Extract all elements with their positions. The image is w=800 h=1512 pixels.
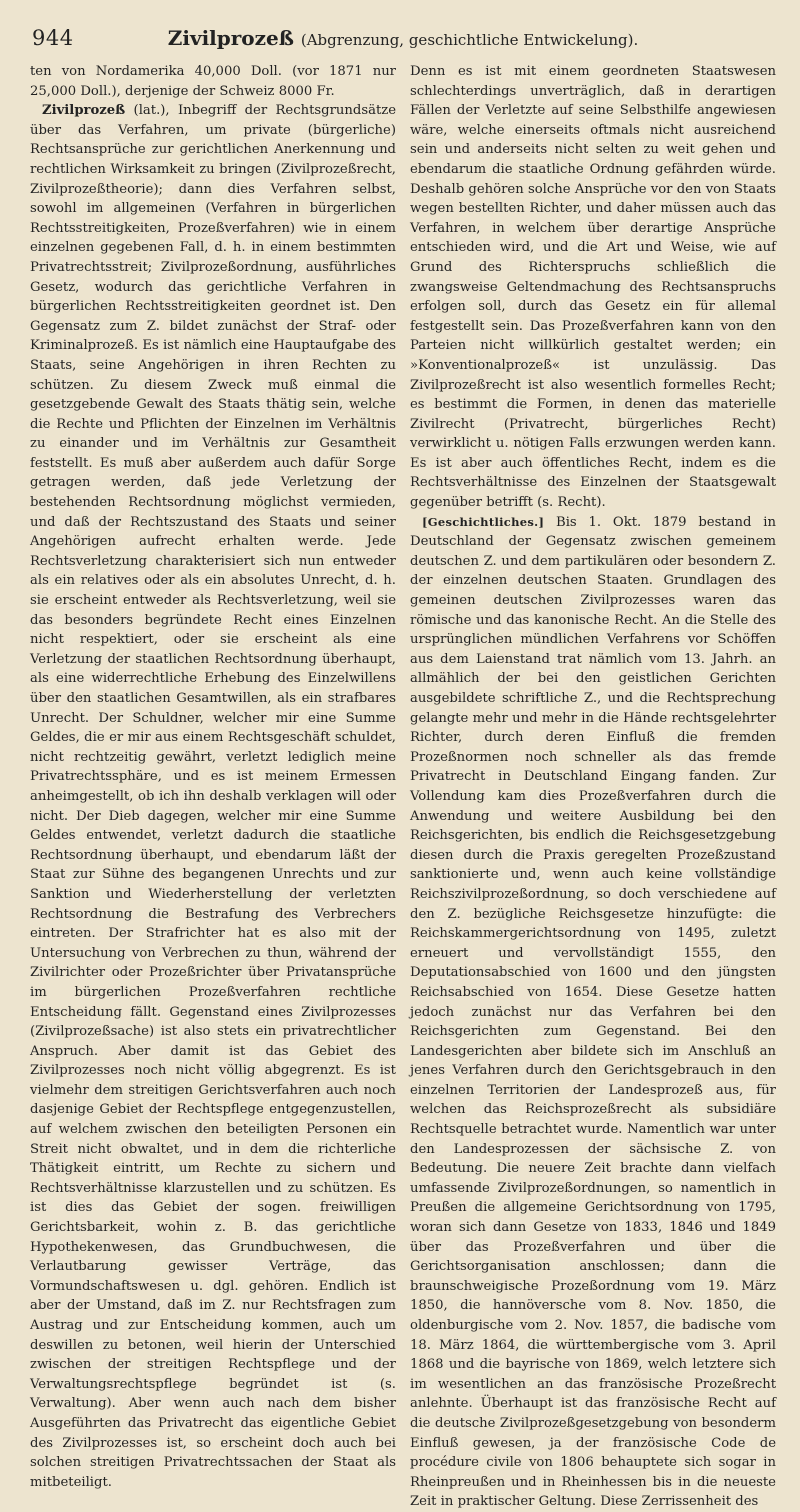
entry-zivilprozess [30, 101, 396, 1492]
continuation-paragraph: ten von Nordamerika 40,000 Doll. (vor 1871 nur 25,000 Doll.), derjenige der Schweiz 8000 Fr. [30, 64, 396, 99]
running-head [30, 26, 776, 50]
page-number: 944 [32, 26, 74, 50]
running-head-title: Zivilprozeß [167, 26, 294, 50]
running-head-subtitle: (Abgrenzung, geschichtliche Entwickelung). [300, 31, 639, 49]
right-column [410, 62, 776, 1510]
page-header [30, 22, 776, 58]
section-caption: [Geschichtliches.] [422, 514, 545, 529]
entry-body-continued: Denn es ist mit einem geordneten Staatswesen schlechterdings unverträglich, daß in derartigen Fällen der Verletzte auf seine Selbsthilfe angewiesen wäre, welche einerseits oftmals nicht ausreichend sein und anderseits nicht selten zu weit gehen und ebendarum die staatliche Ordnung gefährden würde. Deshalb gehören solche Ansprüche vor den von Staats wegen bestellten Richter, und daher müssen auch das Verfahren, in welchem über derartige Ansprüche entschieden wird, und die Art und Weise, wie auf Grund des Richterspruchs schließlich die zwangsweise Geltendmachung des Rechtsanspruchs erfolgen soll, durch das Gesetz ein für allemal festgestellt sein. Das Prozeßverfahren kann von den Parteien nicht willkürlich gestaltet werden; ein »Konventionalprozeß« ist unzulässig. Das Zivilprozeßrecht ist also wesentlich formelles Recht; es bestimmt die Formen, in denen das materielle Zivilrecht (Privatrecht, bürgerliches Recht) verwirklicht u. nötigen Falls erzwungen werden kann. Es ist aber auch öffentliches Recht, indem es die Rechtsverhältnisse des Einzelnen der Staatsgewalt gegenüber betrifft (s. Recht). [410, 64, 776, 511]
history-body: Bis 1. Okt. 1879 bestand in Deutschland der Gegensatz zwischen gemeinem deutschen Z. und dem partikulären oder besondern Z. der einzelnen deutschen Staaten. Grundlagen des gemeinen deutschen Zivilprozesses waren das römische und das kanonische Recht. An die Stelle des ursprünglichen mündlichen Verfahrens vor Schöffen aus dem Laienstand trat nämlich vom 13. Jahrh. an allmählich der bei den geistlichen Gerichten ausgebildete schriftliche Z., und die Rechtsprechung gelangte mehr und mehr in die Hände rechtsgelehrter Richter, durch deren Einfluß die fremden Prozeßnormen noch schneller als das fremde Privatrecht in Deutschland Eingang fanden. Zur Vollendung kam dies Prozeßverfahren durch die Anwendung und weitere Ausbildung bei den Reichsgerichten, bis endlich die Reichsgesetzgebung diesen durch die Praxis geregelten Prozeßzustand sanktionierte und, wenn auch keine vollständige Reichszivilprozeßordnung, so doch verschiedene auf den Z. bezügliche Reichsgesetze hinzufügte: die Reichskammergerichtsordnung von 1495, zuletzt erneuert und vervollständigt 1555, den Deputationsabschied von 1600 und den jüngsten Reichsabschied von 1654. Diese Gesetze hatten jedoch zunächst nur das Verfahren bei den Reichsgerichten zum Gegenstand. Bei den Landesgerichten aber bildete sich im Anschluß an jenes Verfahren durch den Gerichtsgebrauch in den einzelnen Territorien der Landesprozeß aus, für welchen das Reichsprozeßrecht als subsidiäre Rechtsquelle betrachtet wurde. Namentlich war unter den Landesprozessen der sächsische Z. von Bedeutung. Die neuere Zeit brachte dann vielfach umfassende Zivilprozeßordnungen, so namentlich in Preußen die allgemeine Gerichtsordnung von 1795, woran sich dann Gesetze von 1833, 1846 und 1849 über das Prozeßverfahren und über die Gerichtsorganisation anschlossen; dann die braunschweigische Prozeßordnung vom 19. März 1850, die hannöversche vom 8. Nov. 1850, die oldenburgische vom 2. Nov. 1857, die badische vom 18. März 1864, die württembergische vom 3. April 1868 und die bayrische von 1869, welch letztere sich im wesentlichen an das französische Prozeßrecht anlehnte. Überhaupt ist das französische Recht auf die deutsche Zivilprozeßgesetzgebung von besonderm Einfluß gewesen, ja der französische Code de procédure civile von 1806 behauptete sich sogar in Rheinpreußen und in Rheinhessen bis in die neueste Zeit in praktischer Geltung. Diese Zerrissenheit des [410, 514, 776, 1510]
entry-body: (lat.), Inbegriff der Rechtsgrundsätze über das Verfahren, um private (bürgerliche) Rechtsansprüche zur gerichtlichen Anerkennung und rechtlichen Wirksamkeit zu bringen (Zivilprozeßrecht, Zivilprozeßtheorie); dann dies Verfahren selbst, sowohl im allgemeinen (Verfahren in bürgerlichen Rechtsstreitigkeiten, Prozeßverfahren) wie in einem einzelnen gegebenen Fall, d. h. in einem bestimmten Privatrechtsstreit; Zivilprozeßordnung, ausführliches Gesetz, wodurch das gerichtliche Verfahren in bürgerlichen Rechtsstreitigkeiten geordnet ist. Den Gegensatz zum Z. bildet zunächst der Straf- oder Kriminalprozeß. Es ist nämlich eine Hauptaufgabe des Staats, seine Angehörigen in ihren Rechten zu schützen. Zu diesem Zweck muß einmal die gesetzgebende Gewalt des Staats thätig sein, welche die Rechte und Pflichten der Einzelnen im Verhältnis zu einander und im Verhältnis zur Gesamtheit feststellt. Es muß aber außerdem auch dafür Sorge getragen werden, daß jede Verletzung der bestehenden Rechtsordnung möglichst vermieden, und daß der Rechtszustand des Staats und seiner Angehörigen aufrecht erhalten werde. Jede Rechtsverletzung charakterisiert sich nun entweder als ein relatives oder als ein absolutes Unrecht, d. h. sie erscheint entweder als Rechtsverletzung, weil sie das besonders begründete Recht eines Einzelnen nicht respektiert, oder sie erscheint als eine Verletzung der staatlichen Rechtsordnung überhaupt, als eine widerrechtliche Erhebung des Einzelwillens über den staatlichen Gesamtwillen, als ein strafbares Unrecht. Der Schuldner, welcher mir eine Summe Geldes, die er mir aus einem Rechtsgeschäft schuldet, nicht rechtzeitig gewährt, verletzt lediglich meine Privatrechtssphäre, und es ist meinem Ermessen anheimgestellt, ob ich ihn deshalb verklagen will oder nicht. Der Dieb dagegen, welcher mir eine Summe Geldes entwendet, verletzt dadurch die staatliche Rechtsordnung überhaupt, und ebendarum läßt der Staat zur Sühne des begangenen Unrechts und zur Sanktion und Wiederherstellung der verletzten Rechtsordnung die Bestrafung des Verbrechers eintreten. Der Strafrichter hat es also mit der Untersuchung von Verbrechen zu thun, während der Zivilrichter oder Prozeßrichter über Privatansprüche im bürgerlichen Prozeßverfahren rechtliche Entscheidung fällt. Gegenstand eines Zivilprozesses (Zivilprozeßsache) ist also stets ein privatrechtlicher Anspruch. Aber damit ist das Gebiet des Zivilprozesses noch nicht völlig abgegrenzt. Es ist vielmehr dem streitigen Gerichtsverfahren auch noch dasjenige Gebiet der Rechtspflege entgegenzustellen, auf welchem zwischen den beteiligten Personen ein Streit nicht obwaltet, und in dem die richterliche Thätigkeit eintritt, um Rechte zu sichern und Rechtsverhältnisse klarzustellen und zu schützen. Es ist dies das Gebiet der sogen. freiwilligen Gerichtsbarkeit, wohin z. B. das gerichtliche Hypothekenwesen, das Grundbuchwesen, die Verlautbarung gewisser Verträge, das Vormundschaftswesen u. dgl. gehören. Endlich ist aber der Umstand, daß im Z. nur Rechtsfragen zum Austrag und zur Entscheidung kommen, auch um deswillen zu betonen, weil hierin der Unterschied zwischen der streitigen Rechtspflege und der Verwaltungsrechtspflege begründet ist (s. Verwaltung). Aber wenn auch nach dem bisher Ausgeführten das Privatrecht das eigentliche Gebiet des Zivilprozesses ist, so erscheint doch auch bei solchen streitigen Privatrechtssachen der Staat als mitbeteiligt. [30, 103, 396, 1490]
history-section [410, 513, 776, 1512]
entry-lemma: Zivilprozeß [42, 103, 126, 119]
left-column [30, 62, 396, 1490]
text-columns [30, 62, 776, 1510]
